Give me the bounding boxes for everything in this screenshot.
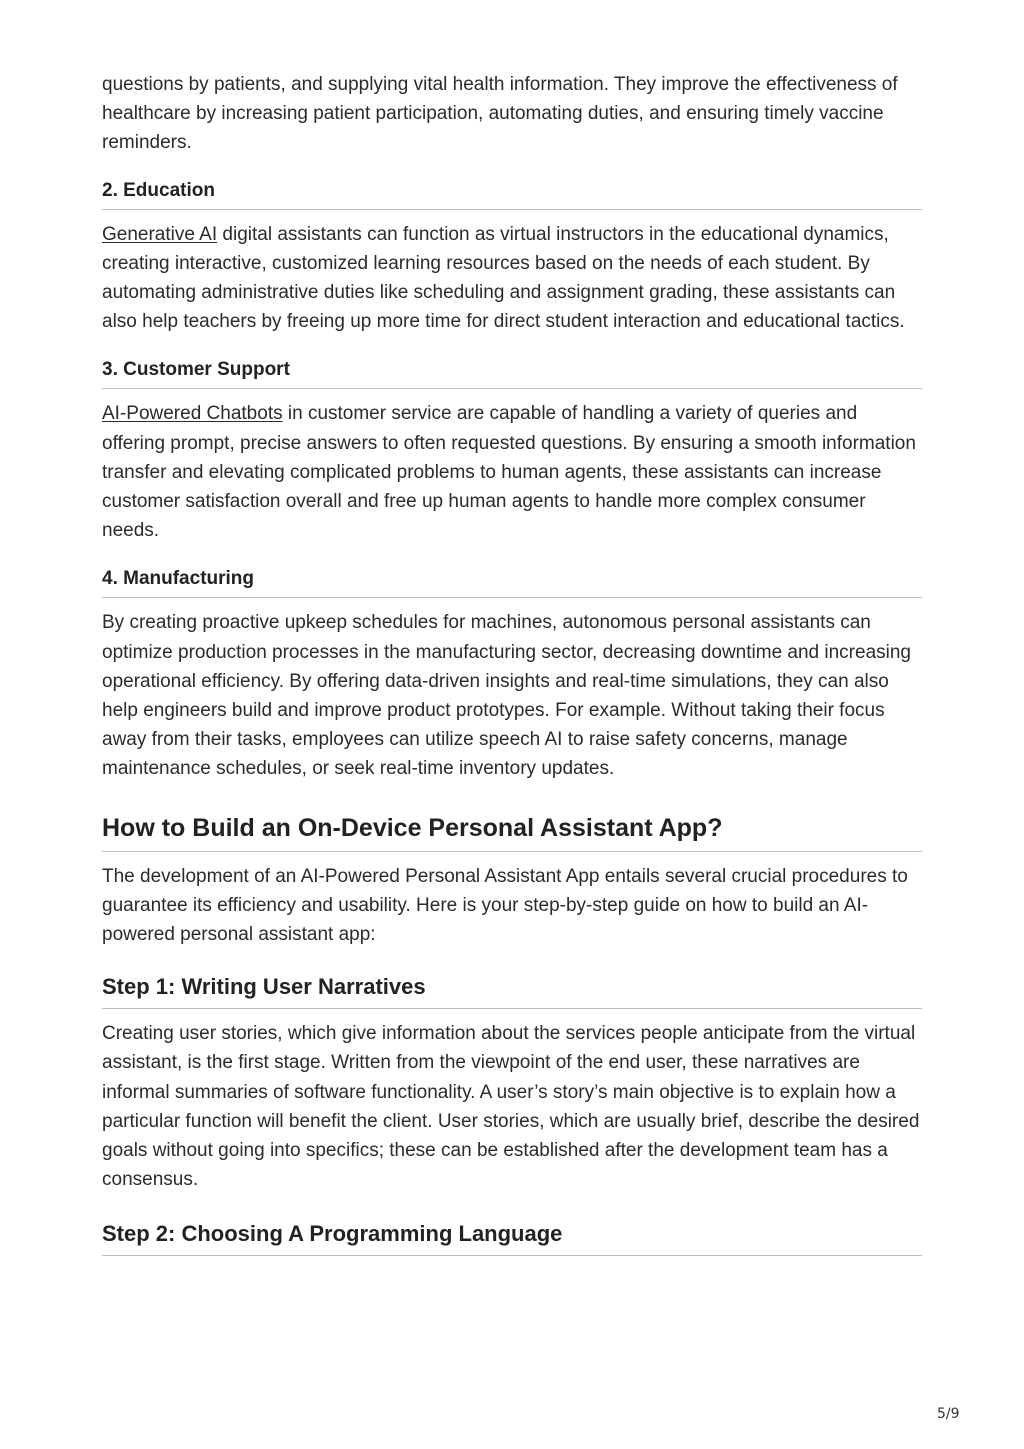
step-1-body: Creating user stories, which give information about the services people anticipate from the virtual assistant, is the first stage. Written from the viewpoint of the end user, these narratives are informal summaries of software functionality. A user’s story’s main objective is to explain how a particular function will benefit the client. User stories, which are usually brief, describe the desired goals without going into specifics; these can be established after the development team has a consensus. [102,1023,920,1191]
build-section-heading: How to Build an On-Device Personal Assistant App? [102,814,922,852]
section-body-education [102,220,922,337]
section-heading-customer-support: 3. Customer Support [102,359,922,389]
section-body-manufacturing: By creating proactive upkeep schedules for machines, autonomous personal assistants can optimize production processes in the manufacturing sector, decreasing downtime and increasing operational efficiency. By offering data-driven insights and real-time simulations, they can also help engineers build and improve product prototypes. For example. Without taking their focus away from their tasks, employees can utilize speech AI to raise safety concerns, manage maintenance schedules, or seek real-time inventory updates. [102,612,912,780]
section-body-education-text: digital assistants can function as virtual instructors in the educational dynamics, creating interactive, customized learning resources based on the needs of each student. By automating administrative duties like scheduling and assignment grading, these assistants can also help teachers by freeing up more time for direct student interaction and educational tactics. [102,223,905,333]
section-body-customer-support [102,399,922,545]
step-2-heading: Step 2: Choosing A Programming Language [102,1221,922,1256]
section-heading-manufacturing: 4. Manufacturing [102,568,922,598]
build-section-body: The development of an AI-Powered Personal Assistant App entails several crucial procedures to guarantee its efficiency and usability. Here is your step-by-step guide on how to build an AI-powered personal assistant app: [102,865,908,946]
intro-paragraph: questions by patients, and supplying vital health information. They improve the effectiveness of healthcare by increasing patient participation, automating duties, and ensuring timely vaccine reminders. [102,74,898,154]
ai-powered-chatbots-link[interactable]: AI-Powered Chatbots [102,403,283,425]
page-number: 5/9 [937,1406,960,1422]
generative-ai-link[interactable]: Generative AI [102,223,218,245]
document-page [102,70,922,1256]
section-heading-education: 2. Education [102,180,922,210]
step-1-heading: Step 1: Writing User Narratives [102,974,922,1009]
section-body-customer-support-text: in customer service are capable of handling a variety of queries and offering prompt, precise answers to often requested questions. By ensuring a smooth information transfer and elevating complicated problems to human agents, these assistants can increase customer satisfaction overall and free up human agents to handle more complex consumer needs. [102,403,916,542]
